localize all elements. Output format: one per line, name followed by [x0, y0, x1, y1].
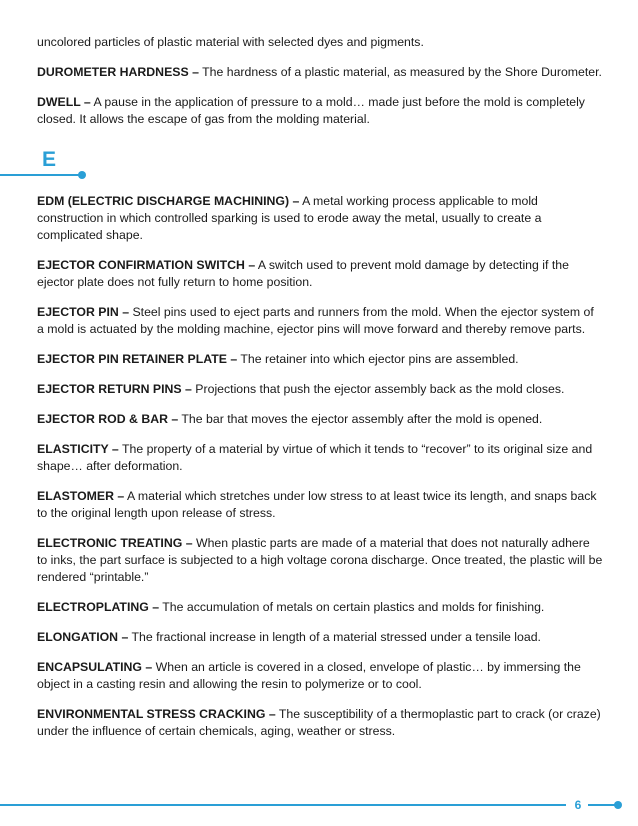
- glossary-entry-ejector-pin-retainer-plate: [37, 351, 603, 368]
- entry-definition: The bar that moves the ejector assembly after the mold is opened.: [178, 412, 543, 426]
- glossary-entry-elongation: [37, 629, 603, 646]
- entry-definition: The hardness of a plastic material, as measured by the Shore Durometer.: [198, 65, 602, 79]
- entry-definition: A material which stretches under low stress to at least twice its length, and snaps back to the original length upon release of stress.: [37, 489, 597, 520]
- glossary-entry-electronic-treating: [37, 535, 603, 586]
- entry-definition: The accumulation of metals on certain plastics and molds for finishing.: [159, 600, 545, 614]
- entry-term: EDM (ELECTRIC DISCHARGE MACHINING) –: [37, 194, 300, 208]
- glossary-entry-ejector-return-pins: [37, 381, 603, 398]
- glossary-entry-encapsulating: [37, 659, 603, 693]
- glossary-entry-ejector-rod-bar: [37, 411, 603, 428]
- section-spacer: [37, 141, 603, 193]
- glossary-entry-durometer-hardness: [37, 64, 603, 81]
- entry-term: EJECTOR PIN RETAINER PLATE –: [37, 352, 238, 366]
- entry-term: ENVIRONMENTAL STRESS CRACKING –: [37, 707, 276, 721]
- glossary-entry-ejector-pin: [37, 304, 603, 338]
- section-letter-heading: E: [42, 148, 57, 171]
- continuation-text: uncolored particles of plastic material with selected dyes and pigments.: [37, 35, 424, 49]
- entry-definition: When an article is covered in a closed, envelope of plastic… by immersing the object in a casting resin and allowing the resin to polymerize or to cool.: [37, 660, 581, 691]
- entry-term: DUROMETER HARDNESS –: [37, 65, 199, 79]
- entry-term: EJECTOR ROD & BAR –: [37, 412, 179, 426]
- entry-definition: A metal working process applicable to mold construction in which controlled sparking is used to erode away the metal, usually to create a complicated shape.: [37, 194, 542, 242]
- glossary-entry-dwell: [37, 94, 603, 128]
- entry-term: ELONGATION –: [37, 630, 129, 644]
- entry-term: DWELL –: [37, 95, 91, 109]
- entry-definition: A pause in the application of pressure to a mold… made just before the mold is completely closed. It allows the escape of gas from the molding material.: [37, 95, 585, 126]
- entry-definition: The retainer into which ejector pins are assembled.: [237, 352, 519, 366]
- section-divider-line: [0, 174, 80, 176]
- entry-definition: When plastic parts are made of a material that does not naturally adhere to inks, the part surface is subjected to a high voltage corona discharge. Once treated, the plastic will be rendered “printable.”: [37, 536, 603, 584]
- entry-definition: The fractional increase in length of a material stressed under a tensile load.: [128, 630, 541, 644]
- glossary-entry-elastomer: [37, 488, 603, 522]
- entries-e: [37, 193, 603, 740]
- section-divider-dot: [78, 171, 86, 179]
- footer-divider-line: [0, 804, 566, 806]
- entry-definition: A switch used to prevent mold damage by detecting if the ejector plate does not fully return to home position.: [37, 258, 569, 289]
- entry-definition: Projections that push the ejector assembly back as the mold closes.: [191, 382, 565, 396]
- entry-term: ENCAPSULATING –: [37, 660, 153, 674]
- glossary-entry-edm: [37, 193, 603, 244]
- entry-term: ELECTRONIC TREATING –: [37, 536, 193, 550]
- entry-term: ELASTOMER –: [37, 489, 125, 503]
- glossary-entry-elasticity: [37, 441, 603, 475]
- glossary-entry-ejector-confirmation-switch: [37, 257, 603, 291]
- glossary-entry-electroplating: [37, 599, 603, 616]
- entry-definition: Steel pins used to eject parts and runners from the mold. When the ejector system of a mold is actuated by the molding machine, ejector pins will move forward and thereby remove parts.: [37, 305, 594, 336]
- entry-definition: The property of a material by virtue of which it tends to “recover” to its original size and shape… after deformation.: [37, 442, 593, 473]
- entries-d: [37, 64, 603, 128]
- page-number: 6: [574, 798, 582, 812]
- entry-term: EJECTOR CONFIRMATION SWITCH –: [37, 258, 256, 272]
- entry-term: ELASTICITY –: [37, 442, 119, 456]
- glossary-content: [37, 34, 603, 753]
- entry-term: EJECTOR PIN –: [37, 305, 130, 319]
- entry-term: EJECTOR RETURN PINS –: [37, 382, 192, 396]
- glossary-entry-environmental-stress-cracking: [37, 706, 603, 740]
- footer-divider-dot: [614, 801, 622, 809]
- entry-definition: The susceptibility of a thermoplastic part to crack (or craze) under the influence of certain chemicals, aging, weather or stress.: [37, 707, 601, 738]
- entry-term: ELECTROPLATING –: [37, 600, 160, 614]
